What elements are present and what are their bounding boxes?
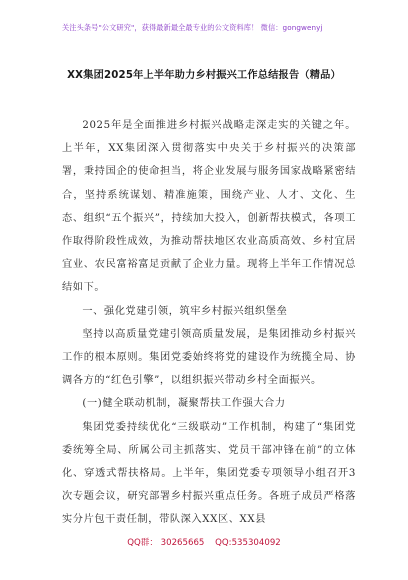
subsection-1-paragraph: 集团党委持续优化“三级联动”工作机制，构建了“集团党委统筹全局、所属公司主抓落实、党员干部冲锋在前”的立体化、穿透式帮扶格局。上半年，集团党委专项领导小组召开3次专题会议，研究部署乡村振兴重点任务。各班子成员严格落实分片包干责任制，带队深入XX区、XX县 bbox=[62, 421, 356, 526]
footer-contact bbox=[0, 536, 408, 548]
section-1-paragraph: 坚持以高质量党建引领高质量发展，是集团推动乡村振兴工作的根本原则。集团党委始终将党的建设作为统揽全局、协调各方的“红色引擎”，以组织振兴带动乡村全面振兴。 bbox=[62, 328, 356, 387]
document-body bbox=[62, 114, 356, 532]
promo-banner: 关注头条号"公文研究"，获得最新最全最专业的公文资料库！ 微信：gongwenyj bbox=[62, 23, 323, 32]
document-title: XX集团2025年上半年助力乡村振兴工作总结报告（精品） bbox=[67, 70, 341, 81]
section-heading-1: 一、强化党建引领，筑牢乡村振兴组织堡垒 bbox=[82, 305, 288, 317]
intro-paragraph: 2025年是全面推进乡村振兴战略走深走实的关键之年。上半年，XX集团深入贯彻落实中央关于乡村振兴的决策部署，秉持国企的使命担当，将企业发展与服务国家战略紧密结合，坚持系统谋划、精准施策，围绕产业、人才、文化、生态、组织“五个振兴”，持续加大投入，创新帮扶模式，各项工作取得阶段性成效，为推动帮扶地区农业高质高效、乡村宜居宜业、农民富裕富足贡献了企业力量。现将上半年工作情况总结如下。 bbox=[62, 120, 356, 294]
subsection-heading-1: (一)健全联动机制，凝聚帮扶工作强大合力 bbox=[82, 398, 286, 410]
footer-qq-number: QQ:535304092 bbox=[215, 538, 281, 548]
footer-qq-group: QQ群： 30265665 bbox=[127, 538, 205, 548]
